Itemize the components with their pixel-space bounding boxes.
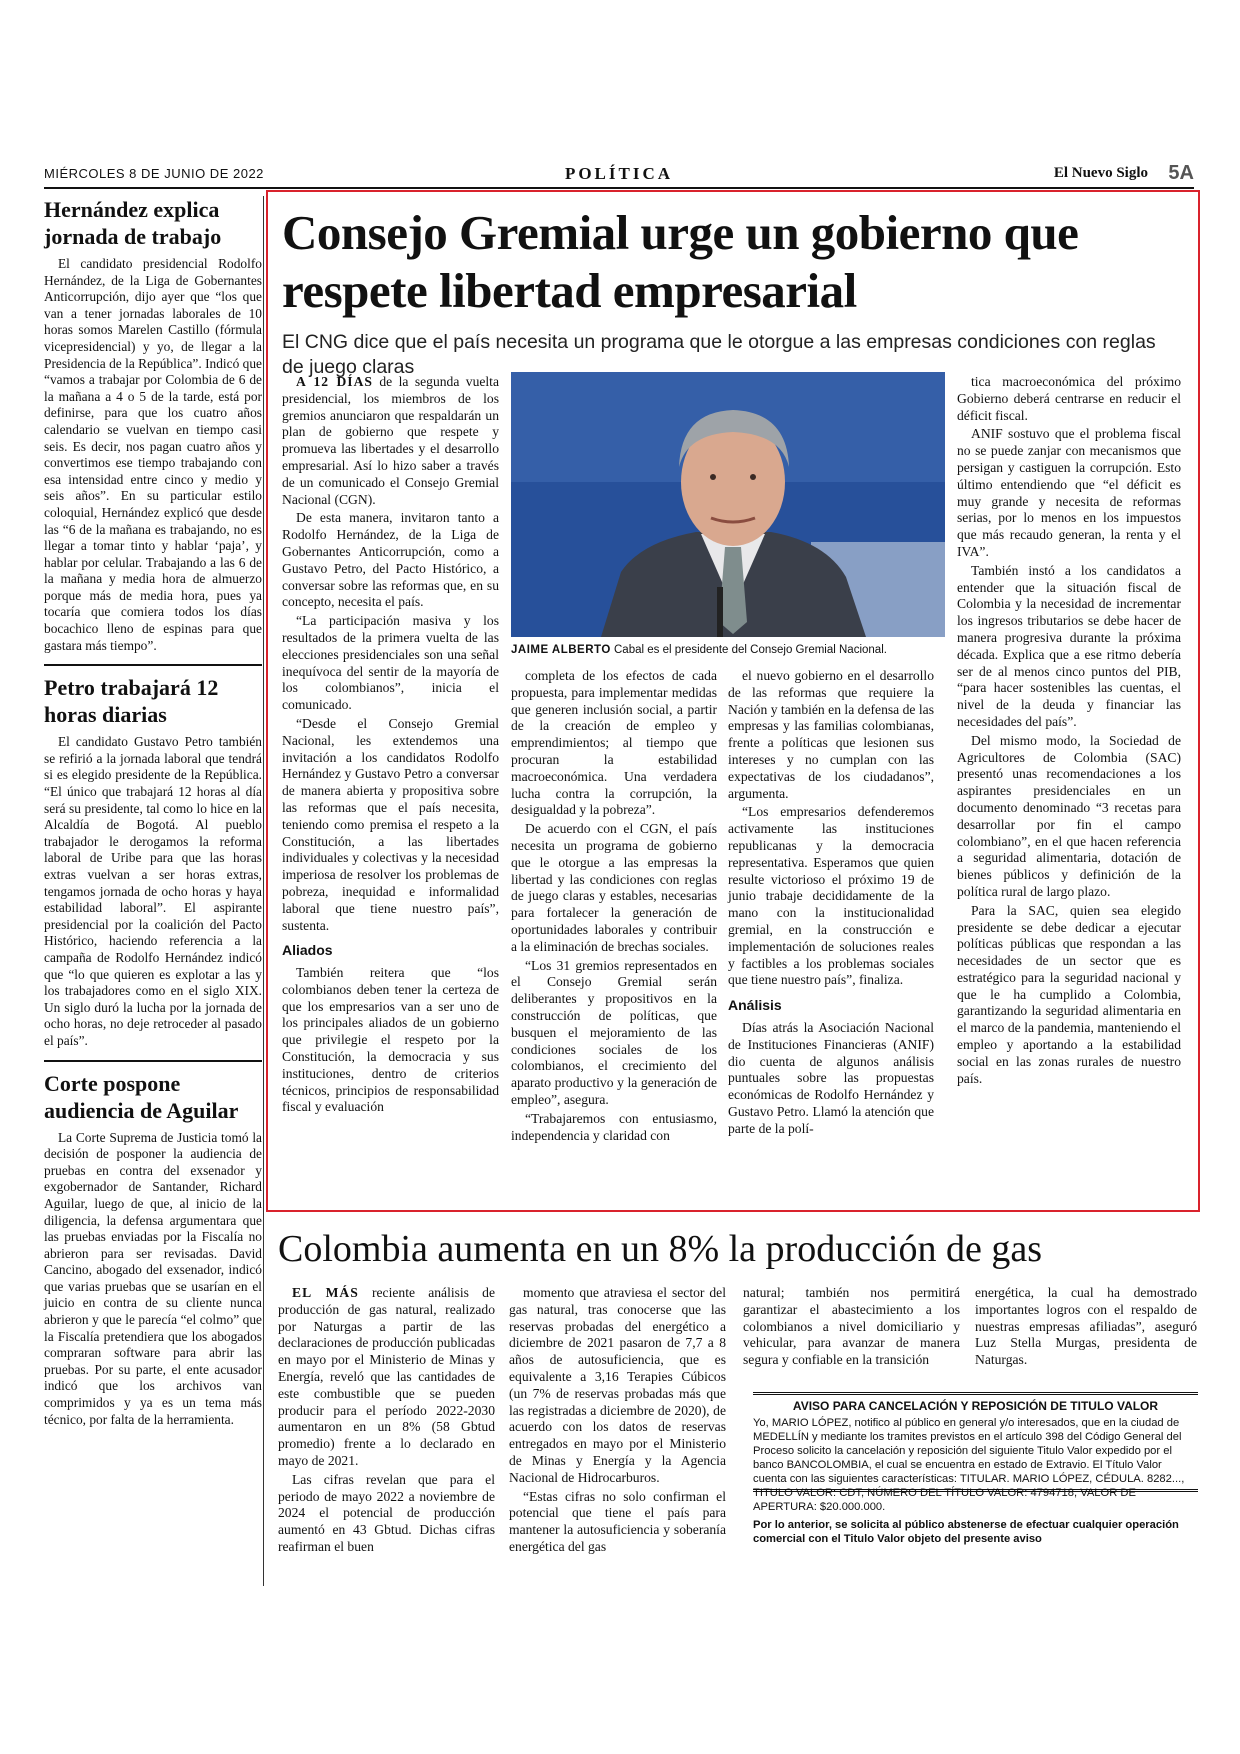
- issue-date: MIÉRCOLES 8 DE JUNIO DE 2022: [44, 166, 264, 181]
- section-name: POLÍTICA: [564, 164, 674, 183]
- paragraph: el nuevo gobierno en el desarrollo de las reformas que requiere la Nación y también en la defensa de las empresas y las familias colombianas, frente a políticas que lesionen sus intereses y no cumplan con las expectativas de los ciudadanos”, argumenta.: [728, 668, 934, 801]
- paragraph: “Estas cifras no solo confirman el potencial que tiene el país para mantener la autosuficiencia y soberanía energética del gas: [509, 1488, 726, 1554]
- sidebar-divider: [44, 1060, 262, 1062]
- subhead-analisis: Análisis: [728, 997, 782, 1014]
- paragraph: energética, la cual ha demostrado importantes logros con el respaldo de nuestras empresas afiliadas”, aseguró Luz Stella Murgas, presidenta de Naturgas.: [975, 1285, 1197, 1368]
- paragraph: De acuerdo con el CGN, el país necesita un programa de gobierno que le otorgue a las empresas la libertad y las condiciones con reglas de juego claras y estables, necesarias para fortalecer la generación de oportunidades laborales y contribuir a la eliminación de brechas sociales.: [511, 821, 717, 954]
- lead-words: EL MÁS: [292, 1285, 359, 1300]
- gas-column-3: [743, 1285, 960, 1371]
- page-number: 5A: [1168, 162, 1194, 184]
- lead-words: A 12 DÍAS: [296, 374, 373, 389]
- paragraph: También reitera que “los colombianos deben tener la certeza de que los empresarios van a ser uno de los principales aliados de un gobierno que privilegie el respeto por la Constitución, la democracia y sus instituciones, dentro de criterios técnicos, principios de responsabilidad fiscal y evaluación: [282, 965, 499, 1115]
- paragraph: completa de los efectos de cada propuesta, para implementar medidas que generen inclusión social, a partir de la creación de empleo y emprendimientos; al tiempo que procuran la estabilidad macroeconómica. Una verdadera lucha contra la corrupción, la desigualdad y la pobreza”.: [511, 668, 717, 818]
- paragraph: “Los empresarios defenderemos activamente las instituciones republicanas y la democracia representativa. Esperamos que quien resulte victorioso el próximo 19 de junio trabaje decididamente de la mano con la institucionalidad gremial, en la construcción e implementación de soluciones reales y factibles a los problemas sociales que tiene nuestro país”, finaliza.: [728, 804, 934, 988]
- paragraph: Para la SAC, quien sea elegido presidente se debe dedicar a ejecutar políticas públicas que respondan a las necesidades de un sector que es estratégico para la seguridad nacional y que le ha cumplido a Colombia, garantizando la seguridad alimentaria en el marco de la pandemia, manteniendo el empleo y aportando a la estabilidad social en las zonas rurales de nuestro país.: [957, 902, 1181, 1086]
- paragraph: “Desde el Consejo Gremial Nacional, les extendemos una invitación a los candidatos Rodolfo Hernández y Gustavo Petro a conversar de manera abierta y propositiva sobre las reformas que el país necesita, teniendo como premisa el respeto a la Constitución, a las libertades individuales y colectivas y la necesidad imperiosa de resolver los problemas de pobreza, inequidad e informalidad laboral que tiene nuestro país”, sustenta.: [282, 715, 499, 933]
- legal-notice-footer: Por lo anterior, se solicita al público abstenerse de efectuar cualquier operación comercial con el Titulo Valor objeto del presente aviso: [753, 1519, 1179, 1545]
- legal-notice-body: Yo, MARIO LÓPEZ, notifico al público en general y/o interesados, que en la ciudad de MEDELLÍN y mediante los tramites previstos en el artículo 398 del Código General del Proceso solicito la cancelación y reposición del siguiente Titulo Valor expedido por el banco BANCOLOMBIA, el cual se encuentra en estado de Extravio. El Título Valor cuenta con las siguientes características: TITULAR. MARIO LÓPEZ, CÉDULA. 8282..., TITULO VALOR: CDT, NÚMERO DEL TÍTULO VALOR: 4794718, VALOR DE APERTURA: $20.000.000.: [753, 1417, 1185, 1513]
- legal-notice-title: AVISO PARA CANCELACIÓN Y REPOSICIÓN DE TITULO VALOR: [792, 1399, 1159, 1413]
- sidebar-story3-title: Corte pospone audiencia de Aguilar: [44, 1070, 239, 1123]
- gas-column-4: [975, 1285, 1197, 1371]
- sidebar-story2-title: Petro trabajará 12 horas diarias: [44, 675, 219, 728]
- column-divider: [263, 196, 264, 1586]
- paragraph: “Los 31 gremios representados en el Consejo Gremial serán deliberantes y propositivos en la construcción de políticas, que busquen el mejoramiento de las condiciones sociales de los colombianos, el crecimiento del aparato productivo y la generación de empleo”, asegura.: [511, 957, 717, 1107]
- sidebar: [44, 196, 262, 1428]
- main-column-1: [282, 374, 499, 1118]
- paragraph: reciente análisis de producción de gas natural, realizado por Naturgas a partir de las declaraciones de producción publicadas en mayo por el Ministerio de Minas y Energía, reveló que las cantidades de este combustible que se pueden producir para el período 2022-2030 aumentaron en un 8% (58 Gbtud promedio) frente a lo declarado en mayo de 2021.: [278, 1285, 495, 1468]
- main-column-2: [511, 668, 717, 1146]
- portrait-illustration: [511, 372, 945, 637]
- photo-caption: [511, 644, 945, 656]
- paragraph: De esta manera, invitaron tanto a Rodolfo Hernández, de la Liga de Gobernantes Anticorrupción, como a Gustavo Petro, del Pacto Histórico, a conversar sobre las reformas que, en su concepto, necesita el país.: [282, 510, 499, 610]
- sidebar-story2-text: El candidato Gustavo Petro también se refirió a la jornada laboral que tendrá si es elegido presidente de la República. “El único que trabajará 12 horas al día será su presidente, tal como lo hice en la Alcaldía de Bogotá. Al pueblo trabajador le derogamos la reforma laboral de Uribe para que las horas extras vuelvan a ser horas extras, tengamos jornada de ocho horas y haya estabilidad laboral”. El aspirante presidencial por la coalición del Pacto Histórico, haciendo referencia a la campaña de Rodolfo Hernández indicó que “lo que quieren es explotar a las y los trabajadores como en el siglo XIX. Un siglo duró la lucha por la jornada de ocho horas, no deje retroceder al pasado el país”.: [44, 734, 262, 1048]
- paragraph: Las cifras revelan que para el periodo de mayo 2022 a noviembre de 2024 el potencial de producción aumentó en 43 Gbtud. Dichas cifras reafirman el buen: [278, 1471, 495, 1554]
- main-headline: Consejo Gremial urge un gobierno que respete libertad empresarial: [282, 205, 1079, 318]
- legal-notice: [753, 1392, 1198, 1545]
- paragraph: momento que atraviesa el sector del gas natural, tras conocerse que las reservas probadas del energético a diciembre de 2021 pasaron de 7,7 a 8 años de autosuficiencia, que es equivalente a 3,16 Terapies Cúbicos (un 7% de reservas probadas más que las registradas a diciembre de 2020), de acuerdo con los datos de reservas entregados en mayo por el Ministerio de Minas y Energía y la Agencia Nacional de Hidrocarburos.: [509, 1285, 726, 1485]
- paragraph: ANIF sostuvo que el problema fiscal no se puede zanjar con mecanismos que persigan y castiguen la corrupción. Esto último entendiendo que “el déficit es muy grande y necesita de reformas serias, por lo menos en los impuestos que más recaudo generan, la renta y el IVA”.: [957, 426, 1181, 559]
- paragraph: “La participación masiva y los resultados de la primera vuelta de las elecciones presidenciales son una señal inequívoca del sentir de la mayoría de los colombianos”, inicia el comunicado.: [282, 613, 499, 713]
- header-rule: [44, 187, 1194, 189]
- main-story-box: [266, 190, 1200, 1212]
- paragraph: tica macroeconómica del próximo Gobierno deberá centrarse en reducir el déficit fiscal.: [957, 374, 1181, 423]
- main-column-4: [957, 374, 1181, 1089]
- sidebar-story3-text: La Corte Suprema de Justicia tomó la decisión de posponer la audiencia de pruebas en contra del exsenador y exgobernador de Santander, Richard Aguilar, luego de que, al inicio de la diligencia, la defensa argumentara que las pruebas enviadas por la Fiscalía no abrieron para ser revisadas. David Cancino, abogado del exsenador, indicó que varias pruebas que se usarían en el juicio en contra de su cliente nunca abrieron y que le parecía “el colmo” que la Fiscalía pretendiera que los abogados compraran software para abrir las pruebas. Por su parte, el ente acusador indicó que los archivos van comprimidos y ya es un tema más técnico, por falta de la herramienta.: [44, 1129, 262, 1427]
- page-header: [44, 162, 1194, 184]
- subhead-aliados: Aliados: [282, 942, 333, 959]
- main-column-3: [728, 668, 934, 1140]
- gas-column-1: [278, 1285, 495, 1558]
- sidebar-story1-title: Hernández explica jornada de trabajo: [44, 197, 222, 249]
- paragraph: También instó a los candidatos a entender que la situación fiscal de Colombia y la necesidad de incrementar los ingresos tributarios se debe hacer de manera progresiva durante la próxima década. Explica que a ese ritmo debería ser de al menos cinco puntos del PIB, “para hacer sostenibles las cuentas, el nivel de la deuda y financiar las necesidades del país”.: [957, 562, 1181, 729]
- caption-name: JAIME ALBERTO: [511, 644, 611, 656]
- paragraph: Días atrás la Asociación Nacional de Instituciones Financieras (ANIF) dio cuenta de algunos análisis puntuales sobre las propuestas económicas de Rodolfo Hernández y Gustavo Petro. Llamó la atención que parte de la polí-: [728, 1019, 934, 1136]
- caption-text: Cabal es el presidente del Consejo Gremial Nacional.: [610, 644, 887, 656]
- newspaper-brand: El Nuevo Siglo: [1053, 165, 1148, 181]
- main-subheadline: El CNG dice que el país necesita un programa que le otorgue a las empresas condiciones con reglas de juego claras: [282, 331, 1156, 378]
- sidebar-story1-text: El candidato presidencial Rodolfo Hernández, de la Liga de Gobernantes Anticorrupción, dijo ayer que “los que van a tener jornadas laborales de 10 horas somos Marelen Castillo (fórmula vicepresidencial) y yo, de llegar a la Presidencia de la República”. Indicó que “vamos a trabajar por Colombia de 6 de la mañana a 4 o 5 de la tarde, está por definirse, para que los cuatro años calendario se vuelvan en tiempo casi seis. Es decir, nos pagan cuatro años y convertimos ese tiempo trabajando con esa intensidad entre cinco y medio y seis años”. En su particular estilo coloquial, Hernández explicó que desde las “6 de la mañana es trabajando, no es llegar a tomar tinto y hablar ‘paja’, y hablar por celular. Trabajando a las 6 de la mañana y media hora de almuerzo porque más de media hora, pues ya tocaría que comiera todos los días bocachico lleno de espinas para que gastara más tiempo”.: [44, 256, 262, 653]
- paragraph: de la segunda vuelta presidencial, los miembros de los gremios anunciaron que respaldarán un plan de gobierno que respete y promueva las libertades y el desarrollo empresarial. Así lo hizo saber a través de un comunicado el Consejo Gremial Nacional (CGN).: [282, 374, 499, 507]
- portrait-photo: [511, 372, 945, 637]
- paragraph: natural; también nos permitirá garantizar el abastecimiento a los colombianos a nivel domiciliario y vehicular, para avanzar de manera segura y confiable en la transición: [743, 1285, 960, 1368]
- paragraph: Del mismo modo, la Sociedad de Agricultores de Colombia (SAC) presentó unas recomendaciones a los aspirantes presidenciales en un documento denominado “3 recetas para desarrollar por fin el campo colombiano”, en el que hacen referencia a seguridad alimentaria, dotación de bienes públicos y definición de la política rural de largo plazo.: [957, 732, 1181, 899]
- sidebar-divider: [44, 664, 262, 666]
- paragraph: “Trabajaremos con entusiasmo, independencia y claridad con: [511, 1110, 717, 1143]
- gas-headline: Colombia aumenta en un 8% la producción de gas: [278, 1228, 1043, 1270]
- gas-column-2: [509, 1285, 726, 1558]
